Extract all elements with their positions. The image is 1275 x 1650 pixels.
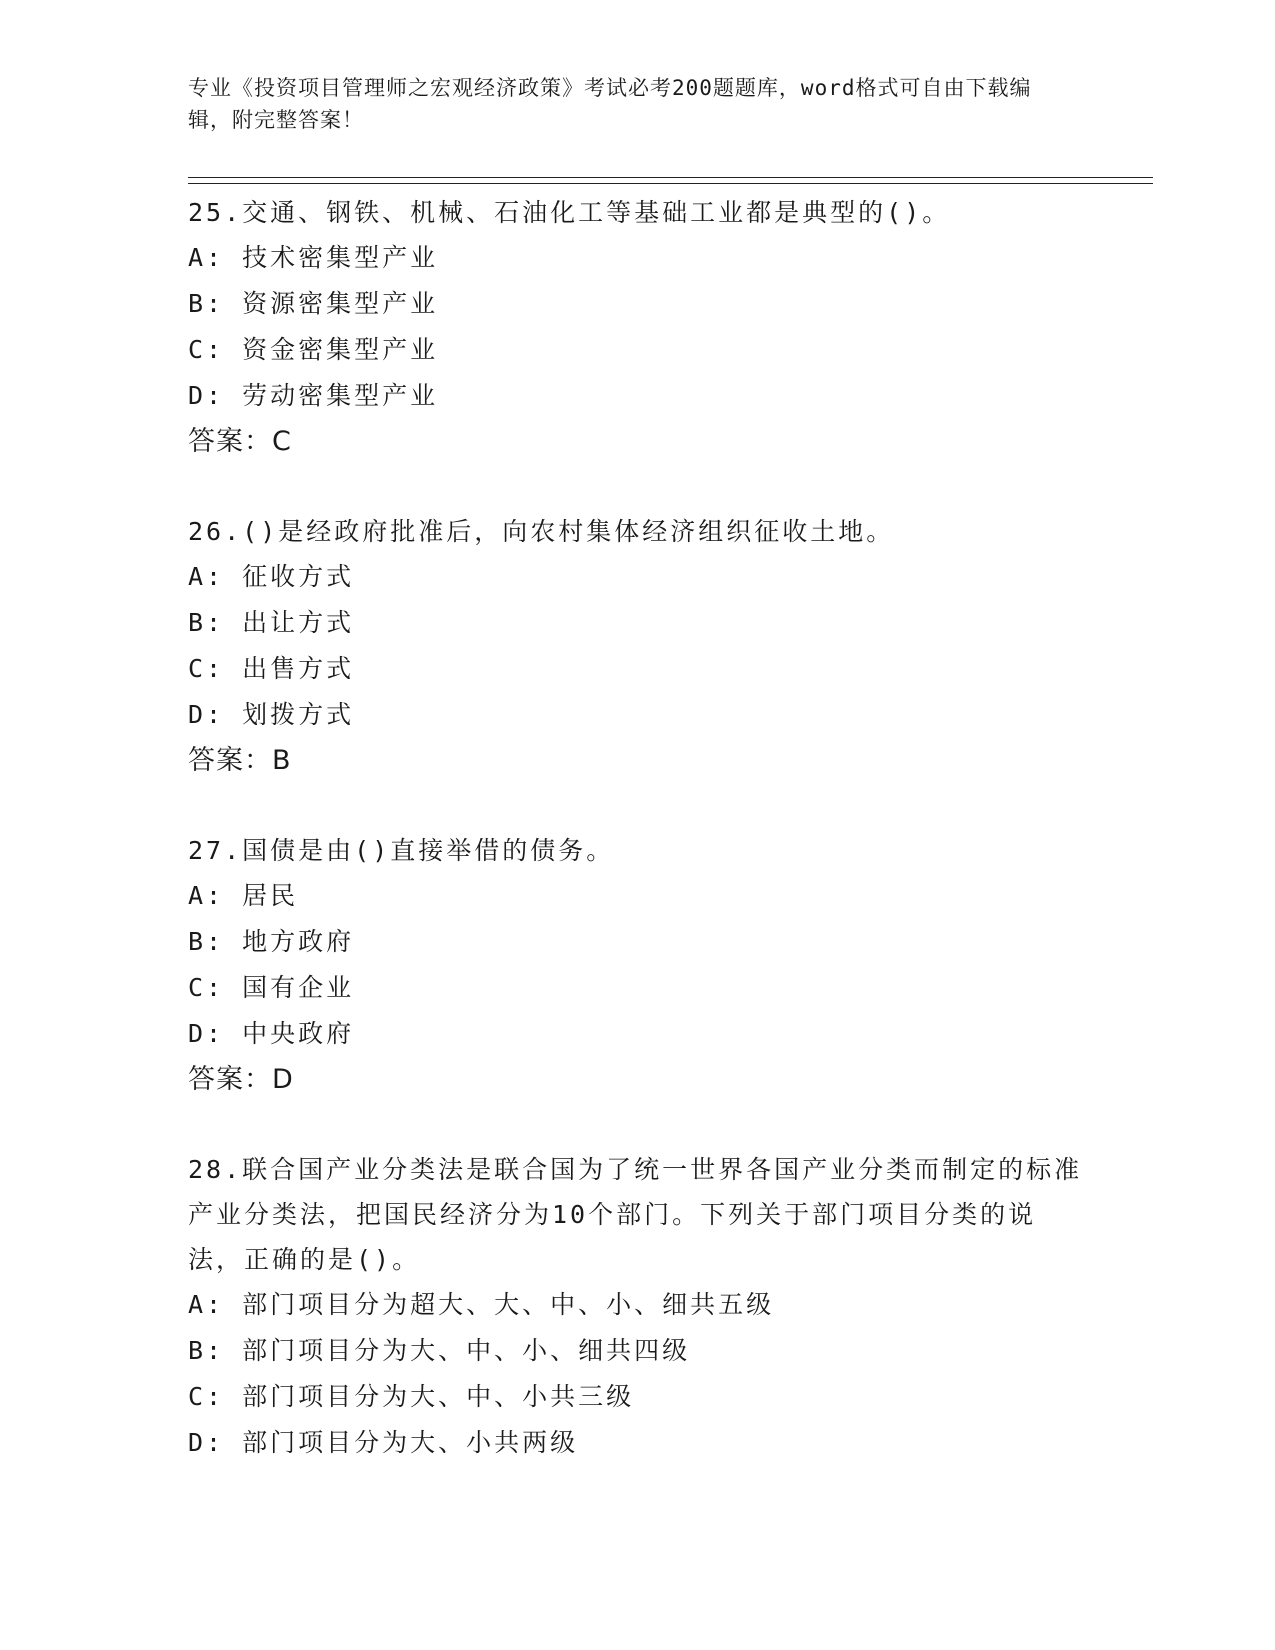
option-d: D: 中央政府 — [188, 1019, 355, 1048]
answer: 答案：C — [188, 426, 292, 457]
header-divider-top — [188, 177, 1153, 178]
header-divider-bottom — [188, 183, 1153, 184]
option-d: D: 划拨方式 — [188, 700, 355, 729]
option-a: A: 征收方式 — [188, 562, 355, 591]
option-a: A: 技术密集型产业 — [188, 243, 439, 272]
option-a: A: 部门项目分为超大、大、中、小、细共五级 — [188, 1290, 775, 1319]
option-b: B: 资源密集型产业 — [188, 289, 439, 318]
option-d: D: 部门项目分为大、小共两级 — [188, 1428, 579, 1457]
question-26 — [188, 509, 1088, 784]
question-list — [188, 190, 1088, 1510]
option-d: D: 劳动密集型产业 — [188, 381, 439, 410]
answer: 答案：D — [188, 1064, 294, 1095]
answer: 答案：B — [188, 745, 292, 776]
question-stem: 27.国债是由()直接举借的债务。 — [188, 836, 615, 865]
question-stem: 28.联合国产业分类法是联合国为了统一世界各国产业分类而制定的标准产业分类法，把国民经济分为10个部门。下列关于部门项目分类的说法，正确的是()。 — [188, 1155, 1083, 1274]
question-27 — [188, 828, 1088, 1103]
option-b: B: 部门项目分为大、中、小、细共四级 — [188, 1336, 691, 1365]
document-header: 专业《投资项目管理师之宏观经济政策》考试必考200题题库，word格式可自由下载编辑，附完整答案！ — [188, 76, 1032, 132]
option-b: B: 出让方式 — [188, 608, 355, 637]
option-a: A: 居民 — [188, 881, 299, 910]
question-25 — [188, 190, 1088, 465]
option-b: B: 地方政府 — [188, 927, 355, 956]
option-c: C: 资金密集型产业 — [188, 335, 439, 364]
option-c: C: 部门项目分为大、中、小共三级 — [188, 1382, 635, 1411]
question-stem: 26.()是经政府批准后，向农村集体经济组织征收土地。 — [188, 517, 895, 546]
option-c: C: 国有企业 — [188, 973, 355, 1002]
question-stem: 25.交通、钢铁、机械、石油化工等基础工业都是典型的()。 — [188, 198, 951, 227]
option-c: C: 出售方式 — [188, 654, 355, 683]
question-28 — [188, 1147, 1088, 1466]
